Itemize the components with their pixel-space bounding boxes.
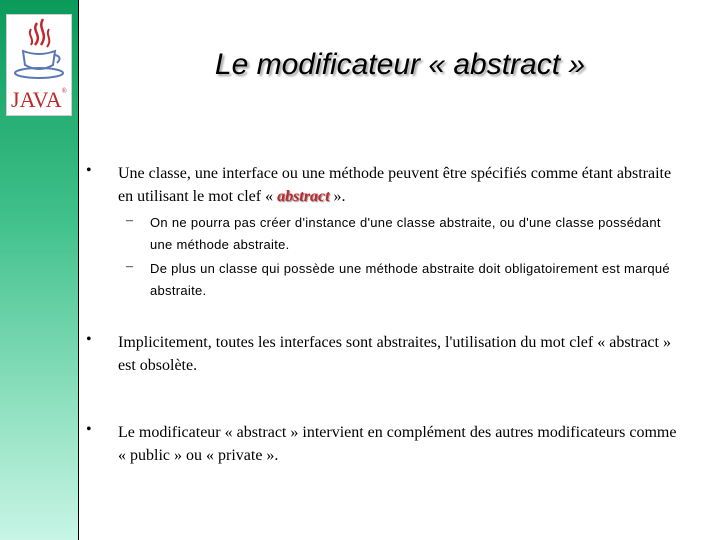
keyword-abstract: abstract	[277, 188, 330, 205]
bullet-marker: •	[86, 162, 92, 179]
java-logo-text: JAVA®	[11, 87, 67, 112]
subbullet-text-2: De plus un classe qui possède une méthode abstraite doit obligatoirement est marqué abstraite.	[150, 261, 670, 298]
java-cup-icon	[7, 15, 71, 87]
subbullet-marker: –	[126, 213, 133, 228]
bullet-marker: •	[86, 421, 92, 438]
bullet-text-1: Une classe, une interface ou une méthode peuvent être spécifiés comme étant abstraite en utilisant le mot clef « abstract ».	[118, 165, 672, 205]
slide-title: Le modificateur « abstract »	[214, 48, 586, 81]
subbullet-text-1: On ne pourra pas créer d'instance d'une classe abstraite, ou d'une classe possédant une méthode abstraite.	[150, 215, 661, 252]
bullet-text-2: Implicitement, toutes les interfaces sont abstraites, l'utilisation du mot clef « abstract » est obsolète.	[118, 334, 671, 374]
java-logo	[6, 14, 72, 116]
sidebar-gradient	[0, 0, 79, 540]
bullet-marker: •	[86, 331, 92, 348]
bullet-text-3: Le modificateur « abstract » intervient en complément des autres modificateurs comme « public » ou « private ».	[118, 424, 677, 464]
subbullet-marker: –	[126, 259, 133, 274]
